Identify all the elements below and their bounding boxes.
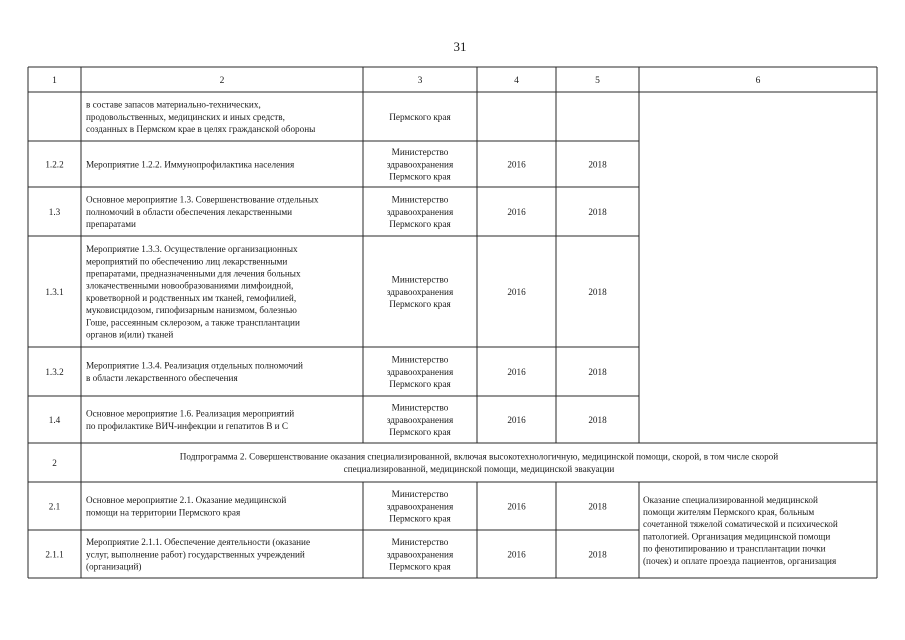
row-executor: Пермского края xyxy=(389,299,451,309)
row-start-year: 2016 xyxy=(507,159,526,170)
row-start-year: 2016 xyxy=(507,366,526,377)
column-header: 5 xyxy=(595,75,600,86)
page-number: 31 xyxy=(453,39,467,54)
row-executor: Пермского края xyxy=(389,379,451,389)
row-executor: здравоохранения xyxy=(386,549,454,560)
row-executor: Пермского края xyxy=(389,513,451,524)
row-executor: здравоохранения xyxy=(386,159,454,170)
row-number: 2.1.1 xyxy=(45,549,64,560)
row-description: полномочий в области обеспечения лекарственными xyxy=(86,206,293,217)
row-start-year: 2016 xyxy=(507,549,526,560)
row-description: в области лекарственного обеспечения xyxy=(86,372,238,383)
row-executor: здравоохранения xyxy=(386,501,454,512)
row-description: Мероприятие 1.3.3. Осуществление организационных xyxy=(86,244,298,255)
row-number: 1.3 xyxy=(48,206,61,217)
row-description: Мероприятие 1.3.4. Реализация отдельных полномочий xyxy=(86,360,303,371)
row-start-year: 2016 xyxy=(507,414,526,425)
row-executor: Пермского края xyxy=(389,561,451,572)
expected-result-text: Оказание специализированной медицинской xyxy=(643,494,818,505)
row-number: 1.3.2 xyxy=(45,366,64,377)
row-start-year: 2016 xyxy=(507,501,526,512)
row-description: услуг, выполнение работ) государственных учреждений xyxy=(86,549,305,560)
row-description: злокачественными новообразованиями лимфоидной, xyxy=(86,280,294,291)
row-description: Мероприятие 2.1.1. Обеспечение деятельности (оказание xyxy=(86,537,311,548)
row-description: кроветворной и родственных им тканей, гемофилией, xyxy=(86,292,297,303)
row-number: 2 xyxy=(52,457,57,468)
row-end-year: 2018 xyxy=(588,549,607,560)
section-title: специализированной, медицинской помощи, медицинской эвакуации xyxy=(343,463,615,474)
table-body xyxy=(45,76,838,572)
row-description: препаратами, предназначенными для лечения больных xyxy=(86,268,301,279)
row-executor: Министерство xyxy=(391,274,449,285)
row-executor: здравоохранения xyxy=(386,414,454,425)
row-description: Гоше, рассеянным склерозом, а также трансплантации xyxy=(86,317,300,328)
row-description: помощи на территории Пермского края xyxy=(86,507,241,518)
row-description: Мероприятие 1.2.2. Иммунопрофилактика населения xyxy=(86,159,295,170)
row-executor: Пермского края xyxy=(389,171,451,182)
expected-result-text: патологией. Организация медицинской помощи xyxy=(643,531,831,542)
row-end-year: 2018 xyxy=(588,159,607,170)
row-number: 1.2.2 xyxy=(45,159,64,170)
expected-result-text: по фенотипированию и трансплантации почки xyxy=(643,543,826,554)
row-description: Основное мероприятие 2.1. Оказание медицинской xyxy=(86,495,287,506)
row-executor: здравоохранения xyxy=(386,206,454,217)
column-header: 4 xyxy=(514,75,519,86)
row-executor: Министерство xyxy=(391,537,449,548)
row-number: 2.1 xyxy=(48,501,61,512)
row-end-year: 2018 xyxy=(588,414,607,425)
row-description: в составе запасов материально-технических, xyxy=(86,99,261,110)
row-description: по профилактике ВИЧ-инфекции и гепатитов В и С xyxy=(86,420,289,431)
row-executor: Министерство xyxy=(391,489,449,500)
row-executor: здравоохранения xyxy=(386,286,454,297)
row-description: мероприятий по обеспечению лиц лекарственными xyxy=(86,256,288,267)
expected-result-text: сочетанной тяжелой соматической и психической xyxy=(643,519,838,530)
row-description: продовольственных, медицинских и иных средств, xyxy=(86,111,285,122)
row-executor: Министерство xyxy=(391,194,449,205)
row-end-year: 2018 xyxy=(588,501,607,512)
row-end-year: 2018 xyxy=(588,286,607,297)
row-number: 1.4 xyxy=(48,414,61,425)
row-description: муковисцидозом, гипофизарным нанизмом, болезнью xyxy=(86,305,297,316)
row-executor: здравоохранения xyxy=(386,366,454,377)
row-executor: Пермского края xyxy=(389,427,451,437)
row-description: (организаций) xyxy=(86,561,142,572)
row-description: Основное мероприятие 1.6. Реализация мероприятий xyxy=(86,408,295,419)
row-description: Основное мероприятие 1.3. Совершенствование отдельных xyxy=(86,194,319,205)
row-executor: Пермского края xyxy=(389,219,451,229)
row-start-year: 2016 xyxy=(507,206,526,217)
row-description: органов и(или) тканей xyxy=(86,329,174,340)
expected-result-text: помощи жителям Пермского края, больным xyxy=(643,507,815,517)
row-executor: Министерство xyxy=(391,147,449,158)
expected-result-text: (почек) и оплате проезда пациентов, организация xyxy=(643,555,837,566)
row-start-year: 2016 xyxy=(507,286,526,297)
column-header: 1 xyxy=(52,75,57,86)
row-end-year: 2018 xyxy=(588,206,607,217)
row-executor: Министерство xyxy=(391,354,449,365)
row-executor: Пермского края xyxy=(389,111,451,122)
column-header: 2 xyxy=(219,75,225,86)
row-executor: Министерство xyxy=(391,402,449,413)
section-title: Подпрограмма 2. Совершенствование оказания специализированной, включая высокотехнологичную, медицинской помощи, скорой, в том числе скорой xyxy=(179,451,779,462)
column-header: 3 xyxy=(417,75,423,86)
row-end-year: 2018 xyxy=(588,366,607,377)
column-header: 6 xyxy=(755,75,761,86)
row-description: препаратами xyxy=(86,219,136,229)
row-number: 1.3.1 xyxy=(45,286,64,297)
row-description: созданных в Пермском крае в целях гражданской обороны xyxy=(86,124,316,134)
